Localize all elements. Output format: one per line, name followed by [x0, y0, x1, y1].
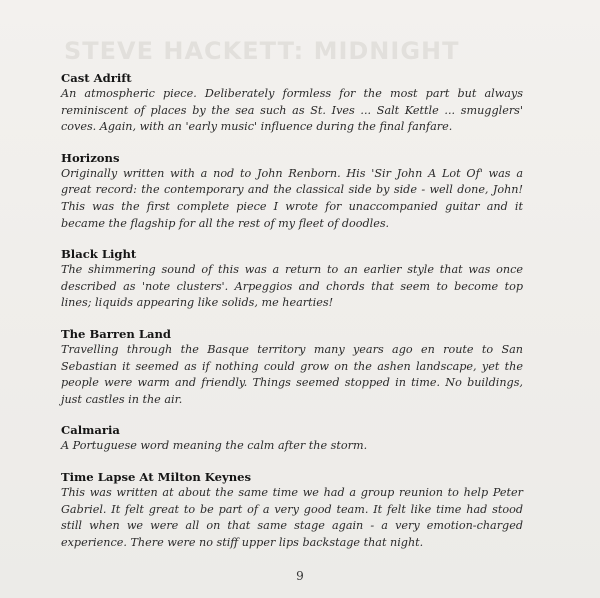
entry-body: This was written at about the same time we had a group reunion to help Peter Gabriel. It felt great to be part of a very good team. It felt like time had stood still when we were all on that same stage again - a very emotion-charged experience. There were no stiff upper lips backstage that night.	[61, 485, 523, 549]
entry-title: Calmaria	[61, 423, 120, 438]
entry-title: Black Light	[61, 247, 137, 262]
entry-title: Horizons	[61, 150, 120, 165]
entry-body: A Portuguese word meaning the calm after the storm.	[61, 439, 368, 453]
entry-body: Originally written with a nod to John Renborn. His 'Sir John A Lot Of' was a great record: the contemporary and the classical side by side - well done, John! This was the first complete piece I wrote for unaccompanied guitar and it became the flagship for all the rest of my fleet of doodles.	[61, 166, 523, 230]
entry-cast-adrift	[61, 70, 523, 136]
entry-barren-land	[61, 326, 523, 408]
entry-black-light	[61, 246, 523, 312]
entry-calmaria	[61, 422, 523, 455]
entry-title: Cast Adrift	[61, 71, 132, 85]
entry-title: Time Lapse At Milton Keynes	[61, 469, 252, 484]
entry-body: An atmospheric piece. Deliberately formless for the most part but always reminiscent of places by the sea such as St. Ives ... Salt Kettle ... smugglers' coves. Again, with an 'early music' influence during the final fanfare.	[61, 87, 523, 134]
entry-body: The shimmering sound of this was a return to an earlier style that was once described as 'note clusters'. Arpeggios and chords that seem to become top lines; liquids appearing like solids, me hearties!	[61, 263, 523, 310]
entry-time-lapse	[61, 469, 523, 551]
entry-horizons	[61, 150, 523, 232]
liner-notes	[61, 70, 523, 565]
entry-title: The Barren Land	[61, 326, 172, 341]
ghost-header-text: STEVE HACKETT: MIDNIGHT	[64, 37, 460, 65]
page-number: 9	[296, 569, 304, 583]
entry-body: Travelling through the Basque territory many years ago en route to San Sebastian it seemed as if nothing could grow on the ashen landscape, yet the people were warm and friendly. Things seemed stopped in time. No buildings, just castles in the air.	[61, 342, 523, 406]
